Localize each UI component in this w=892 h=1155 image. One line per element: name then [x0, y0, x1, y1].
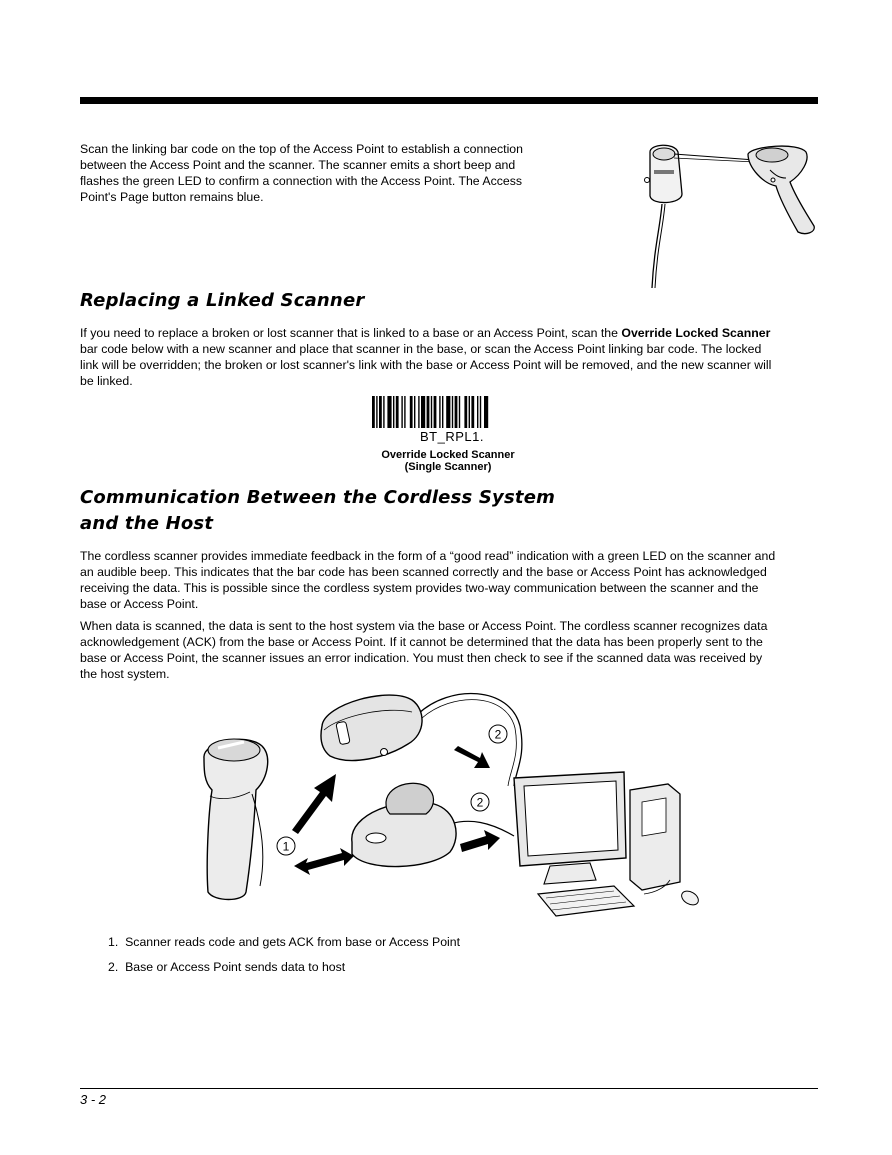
list-item: 1. Scanner reads code and gets ACK from base or Access Point — [108, 935, 461, 949]
callout-2-base — [471, 793, 489, 811]
legend-list — [108, 934, 460, 984]
section-heading-communication: Communication Between the Cordless System — [80, 487, 556, 508]
section-heading-replacing: Replacing a Linked Scanner — [80, 290, 365, 311]
callout-1 — [277, 837, 295, 855]
comm-line: acknowledgement (ACK) from the base or Access Point. If it cannot be determined that the data has been properly sent to the — [80, 635, 763, 649]
host-computer-illustration — [514, 772, 701, 916]
replacing-line: link will be overridden; the broken or lost scanner's link with the base or Access Point will be removed, and the new scanner will — [80, 358, 772, 372]
arrow-ap-host — [454, 746, 490, 768]
list-item: 2. Base or Access Point sends data to host — [108, 960, 346, 974]
override-locked-scanner-emphasis: Override Locked Scanner — [621, 326, 771, 340]
comm-line: base or Access Point, the scanner issues an error indication. You must then check to see if the scanned data was received by — [80, 651, 763, 665]
section-heading-communication-line2: and the Host — [80, 513, 214, 534]
override-barcode[interactable] — [372, 396, 532, 428]
comm-line: the host system. — [80, 667, 170, 681]
intro-line: between the Access Point and the scanner. The scanner emits a short beep and — [80, 158, 516, 172]
comm-line: The cordless scanner provides immediate feedback in the form of a “good read” indication with a green LED on the scanner and — [80, 549, 776, 563]
comm-line: receiving the data. This is possible since the cordless system provides two-way communication between the scanner and the — [80, 581, 759, 595]
access-point-linking-illustration — [630, 138, 820, 298]
barcode-caption-subtitle: (Single Scanner) — [404, 461, 492, 473]
arrow-scanner-base — [294, 848, 354, 875]
comm-line: an audible beep. This indicates that the bar code has been scanned correctly and the base or Access Point has acknowledged — [80, 565, 767, 579]
callout-2-access-point — [489, 725, 507, 743]
footer-rule — [80, 1088, 818, 1089]
comm-line: base or Access Point. — [80, 597, 199, 611]
intro-line: flashes the green LED to confirm a connection with the Access Point. The Access — [80, 174, 523, 188]
svg-text:1: 1 — [282, 839, 290, 854]
intro-line: Point's Page button remains blue. — [80, 190, 264, 204]
intro-line: Scan the linking bar code on the top of the Access Point to establish a connection — [80, 142, 523, 156]
barcode-caption-title: Override Locked Scanner — [381, 449, 515, 461]
page-number: 3 - 2 — [80, 1092, 107, 1107]
comm-line: When data is scanned, the data is sent to the host system via the base or Access Point. The cordless scanner recognizes data — [80, 619, 768, 633]
replacing-line: If you need to replace a broken or lost scanner that is linked to a base or an Access Point, scan the Override Locked Scanner — [80, 326, 771, 340]
header-rule — [80, 97, 818, 104]
arrow-scanner-ap — [292, 774, 336, 834]
replacing-line: bar code below with a new scanner and place that scanner in the base, or scan the Access Point linking bar code. The locked — [80, 342, 762, 356]
replacing-line: be linked. — [80, 374, 133, 388]
svg-text:2: 2 — [494, 727, 502, 742]
barcode-label: BT_RPL1. — [420, 429, 484, 444]
communication-diagram — [190, 686, 710, 926]
svg-text:2: 2 — [476, 795, 484, 810]
access-point-illustration — [321, 695, 422, 760]
base-illustration — [352, 783, 456, 866]
handheld-scanner-illustration — [204, 739, 268, 900]
arrow-base-host — [460, 830, 500, 852]
